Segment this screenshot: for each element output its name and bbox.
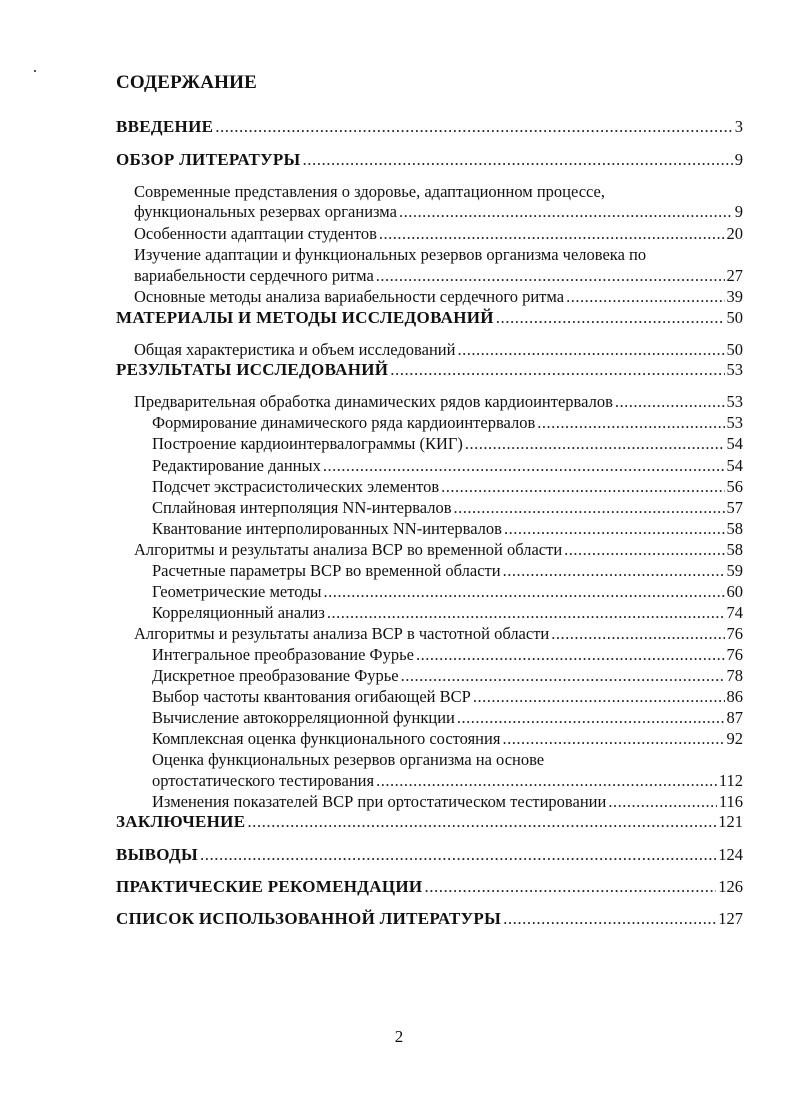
toc-entry-page: 121 bbox=[718, 812, 743, 831]
toc-leader-dots bbox=[416, 645, 725, 665]
toc-entry-page: 60 bbox=[726, 582, 743, 601]
toc-entry-title: Алгоритмы и результаты анализа ВСР в частотной области bbox=[134, 624, 550, 643]
toc-entry-page: 58 bbox=[726, 519, 743, 538]
toc-entry-orthostatic-changes[interactable] bbox=[152, 792, 743, 812]
toc-entry-student-adaptation[interactable] bbox=[134, 224, 743, 244]
toc-entry-title: Корреляционный анализ bbox=[152, 603, 325, 622]
toc-entry-page: 50 bbox=[726, 340, 743, 359]
toc-leader-dots bbox=[376, 266, 725, 286]
toc-entry-title: ВВЕДЕНИЕ bbox=[116, 117, 214, 136]
toc-entry-title: Расчетные параметры ВСР во временной области bbox=[152, 561, 501, 580]
toc-entry-hrv-adaptation[interactable] bbox=[134, 266, 743, 286]
toc-entry-discrete-fourier[interactable] bbox=[152, 666, 743, 686]
toc-entry-time-domain[interactable] bbox=[134, 540, 743, 560]
toc-leader-dots bbox=[496, 308, 725, 328]
toc-entry-page: 92 bbox=[726, 729, 743, 748]
toc-leader-dots bbox=[247, 812, 716, 832]
toc-entry-title: Геометрические методы bbox=[152, 582, 322, 601]
toc-entry-title: ВЫВОДЫ bbox=[116, 845, 198, 864]
toc-leader-dots bbox=[441, 477, 724, 497]
toc-leader-dots bbox=[566, 287, 724, 307]
toc-entry-title: Построение кардиоинтервалограммы (КИГ) bbox=[152, 434, 463, 453]
toc-leader-dots bbox=[454, 498, 725, 518]
toc-entry-page: 76 bbox=[726, 645, 743, 664]
toc-entry-title-line1: Изучение адаптации и функциональных резервов организма человека по bbox=[134, 245, 647, 264]
toc-entry-orthostatic-reserves[interactable] bbox=[152, 771, 743, 791]
toc-entry-page: 27 bbox=[726, 266, 743, 285]
toc-entry-page: 126 bbox=[718, 877, 743, 896]
toc-entry-title: Алгоритмы и результаты анализа ВСР во временной области bbox=[134, 540, 563, 559]
toc-entry-page: 76 bbox=[726, 624, 743, 643]
toc-entry-title: Особенности адаптации студентов bbox=[134, 224, 377, 243]
toc-entry-title: Дискретное преобразование Фурье bbox=[152, 666, 399, 685]
toc-entry-title: Редактирование данных bbox=[152, 456, 321, 475]
toc-leader-dots bbox=[323, 456, 725, 476]
toc-leader-dots bbox=[504, 519, 725, 539]
toc-entry-page: 87 bbox=[726, 708, 743, 727]
toc-entry-data-editing[interactable] bbox=[152, 456, 743, 476]
toc-entry-recommendations[interactable] bbox=[116, 877, 743, 897]
toc-entry-title: Подсчет экстрасистолических элементов bbox=[152, 477, 440, 496]
toc-entry-page: 58 bbox=[726, 540, 743, 559]
scan-speck bbox=[34, 70, 36, 72]
toc-entry-page: 78 bbox=[726, 666, 743, 685]
toc-entry-title: МАТЕРИАЛЫ И МЕТОДЫ ИССЛЕДОВАНИЙ bbox=[116, 308, 494, 327]
toc-entry-sampling-frequency[interactable] bbox=[152, 687, 743, 707]
toc-leader-dots bbox=[379, 224, 725, 244]
toc-entry-page: 124 bbox=[718, 845, 743, 864]
toc-entry-page: 127 bbox=[718, 909, 743, 928]
toc-leader-dots bbox=[376, 771, 717, 791]
toc-entry-extrasystoles[interactable] bbox=[152, 477, 743, 497]
toc-entry-title: Общая характеристика и объем исследований bbox=[134, 340, 456, 359]
toc-entry-title: СПИСОК ИСПОЛЬЗОВАННОЙ ЛИТЕРАТУРЫ bbox=[116, 909, 502, 928]
toc-leader-dots bbox=[327, 603, 725, 623]
toc-entry-page: 112 bbox=[718, 771, 743, 790]
toc-entry-page: 56 bbox=[726, 477, 743, 496]
page-title: СОДЕРЖАНИЕ bbox=[116, 72, 257, 93]
toc-leader-dots bbox=[503, 561, 725, 581]
toc-entry-page: 53 bbox=[726, 360, 743, 379]
toc-entry-correlation[interactable] bbox=[152, 603, 743, 623]
toc-leader-dots bbox=[399, 202, 733, 222]
toc-entry-title: Основные методы анализа вариабельности сердечного ритма bbox=[134, 287, 565, 306]
toc-leader-dots bbox=[473, 687, 725, 707]
toc-entry-page: 20 bbox=[726, 224, 743, 243]
toc-entry-title: Изменения показателей ВСР при ортостатическом тестировании bbox=[152, 792, 607, 811]
toc-entry-title: Квантование интерполированных NN-интервалов bbox=[152, 519, 502, 538]
toc-leader-dots bbox=[564, 540, 724, 560]
toc-entry-title: Выбор частоты квантования огибающей ВСР bbox=[152, 687, 471, 706]
toc-leader-dots bbox=[215, 117, 733, 137]
toc-leader-dots bbox=[615, 392, 725, 412]
toc-entry-complex-assessment[interactable] bbox=[152, 729, 743, 749]
toc-entry-page: 53 bbox=[726, 392, 743, 411]
toc-entry-page: 116 bbox=[718, 792, 743, 811]
toc-leader-dots bbox=[303, 150, 733, 170]
toc-entry-preprocessing[interactable] bbox=[134, 392, 743, 412]
toc-leader-dots bbox=[401, 666, 725, 686]
toc-entry-page: 57 bbox=[726, 498, 743, 517]
toc-leader-dots bbox=[537, 413, 724, 433]
toc-entry-page: 59 bbox=[726, 561, 743, 580]
toc-entry-autocorrelation[interactable] bbox=[152, 708, 743, 728]
toc-entry-series-formation[interactable] bbox=[152, 413, 743, 433]
toc-entry-results[interactable] bbox=[116, 360, 743, 380]
toc-entry-page: 74 bbox=[726, 603, 743, 622]
toc-entry-page: 50 bbox=[726, 308, 743, 327]
toc-entry-geometric[interactable] bbox=[152, 582, 743, 602]
toc-leader-dots bbox=[502, 729, 724, 749]
toc-entry-page: 3 bbox=[734, 117, 743, 136]
toc-entry-page: 54 bbox=[726, 434, 743, 453]
toc-entry-title: функциональных резервах организма bbox=[134, 202, 397, 221]
toc-leader-dots bbox=[551, 624, 724, 644]
toc-leader-dots bbox=[608, 792, 717, 812]
toc-entry-page: 9 bbox=[734, 202, 743, 221]
toc-entry-title: Комплексная оценка функционального состояния bbox=[152, 729, 501, 748]
toc-entry-title-line1: Оценка функциональных резервов организма на основе bbox=[152, 750, 545, 769]
toc-entry-page: 54 bbox=[726, 456, 743, 475]
toc-entry-hrv-methods[interactable] bbox=[134, 287, 743, 307]
toc-leader-dots bbox=[200, 845, 716, 865]
toc-entry-title: вариабельности сердечного ритма bbox=[134, 266, 374, 285]
toc-leader-dots bbox=[323, 582, 724, 602]
toc-entry-title: Формирование динамического ряда кардиоинтервалов bbox=[152, 413, 536, 432]
toc-entry-time-parameters[interactable] bbox=[152, 561, 743, 581]
toc-entry-title: РЕЗУЛЬТАТЫ ИССЛЕДОВАНИЙ bbox=[116, 360, 389, 379]
toc-leader-dots bbox=[457, 340, 724, 360]
toc-entry-page: 86 bbox=[726, 687, 743, 706]
toc-entry-page: 9 bbox=[734, 150, 743, 169]
toc-entry-page: 39 bbox=[726, 287, 743, 306]
toc-entry-quantization[interactable] bbox=[152, 519, 743, 539]
toc-entry-general-characteristics[interactable] bbox=[134, 340, 743, 360]
toc-leader-dots bbox=[424, 877, 716, 897]
toc-entry-bibliography[interactable] bbox=[116, 909, 743, 929]
toc-entry-page: 53 bbox=[726, 413, 743, 432]
toc-entry-integral-fourier[interactable] bbox=[152, 645, 743, 665]
toc-entry-title: ЗАКЛЮЧЕНИЕ bbox=[116, 812, 246, 831]
toc-entry-title: Предварительная обработка динамических рядов кардиоинтервалов bbox=[134, 392, 613, 411]
toc-leader-dots bbox=[457, 708, 725, 728]
toc-entry-frequency-domain[interactable] bbox=[134, 624, 743, 644]
toc-entry-title: ортостатического тестирования bbox=[152, 771, 375, 790]
toc-entry-literature-review[interactable] bbox=[116, 150, 743, 170]
toc-entry-introduction[interactable] bbox=[116, 117, 743, 137]
toc-entry-conclusion[interactable] bbox=[116, 812, 743, 832]
toc-leader-dots bbox=[503, 909, 716, 929]
toc-entry-title: ОБЗОР ЛИТЕРАТУРЫ bbox=[116, 150, 301, 169]
toc-leader-dots bbox=[465, 434, 725, 454]
toc-entry-title: Вычисление автокорреляционной функции bbox=[152, 708, 455, 727]
toc-entry-spline[interactable] bbox=[152, 498, 743, 518]
toc-entry-findings[interactable] bbox=[116, 845, 743, 865]
toc-entry-title: ПРАКТИЧЕСКИЕ РЕКОМЕНДАЦИИ bbox=[116, 877, 423, 896]
toc-entry-materials-methods[interactable] bbox=[116, 308, 743, 328]
page-number: 2 bbox=[394, 1027, 404, 1046]
toc-entry-title: Интегральное преобразование Фурье bbox=[152, 645, 414, 664]
toc-entry-title-line1: Современные представления о здоровье, адаптационном процессе, bbox=[134, 182, 606, 201]
toc-leader-dots bbox=[390, 360, 724, 380]
toc-entry-title: Сплайновая интерполяция NN-интервалов bbox=[152, 498, 452, 517]
toc-entry-modern-concepts[interactable] bbox=[134, 202, 743, 222]
toc-entry-kig[interactable] bbox=[152, 434, 743, 454]
